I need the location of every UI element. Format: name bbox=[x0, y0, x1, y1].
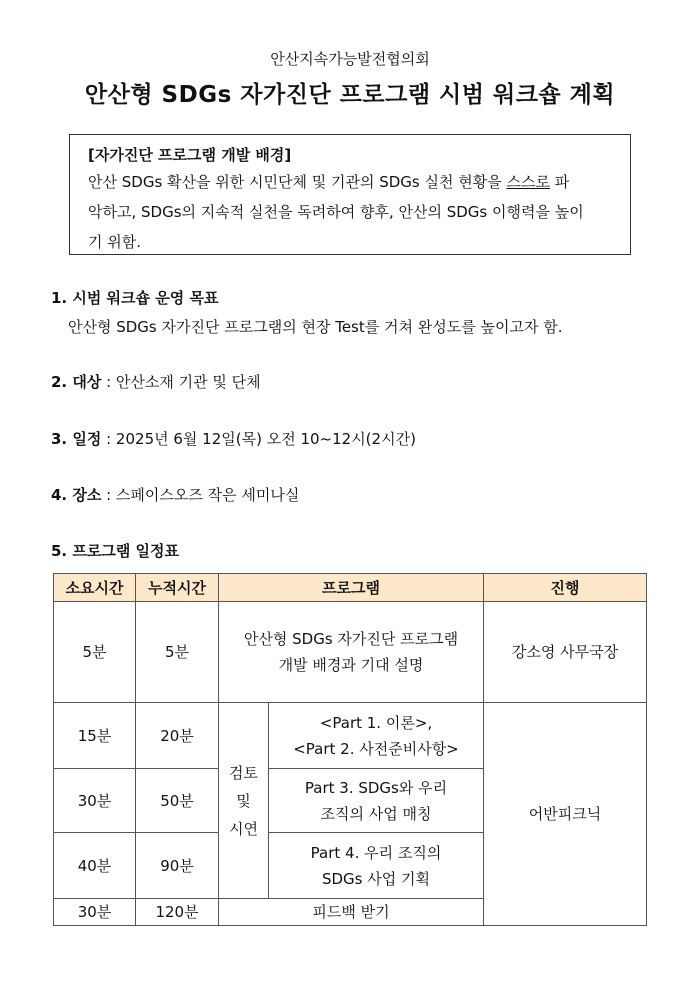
table-row bbox=[54, 703, 647, 769]
group-label-line2: 및 bbox=[236, 791, 251, 810]
organization-name: 안산지속가능발전협의회 bbox=[270, 50, 430, 68]
row4-program-line2: SDGs 사업 기획 bbox=[321, 869, 430, 888]
row1-program-line2: 개발 배경과 기대 설명 bbox=[278, 656, 424, 674]
table-row bbox=[54, 602, 647, 703]
section-4-label: 4. 장소 bbox=[51, 486, 102, 504]
row2-cumulative: 20분 bbox=[136, 703, 219, 769]
background-heading: [자가진단 프로그램 개발 배경] bbox=[88, 146, 292, 164]
header-host: 진행 bbox=[484, 574, 647, 602]
section-4-value: : 스페이스오즈 작은 세미나실 bbox=[101, 486, 300, 504]
section-2-label: 2. 대상 bbox=[51, 373, 102, 391]
background-line-3: 기 위함. bbox=[88, 233, 142, 251]
background-text bbox=[88, 167, 612, 257]
section-3 bbox=[51, 429, 416, 449]
section-5-title: 5. 프로그램 일정표 bbox=[51, 542, 180, 560]
document-title: 안산형 SDGs 자가진단 프로그램 시범 워크숍 계획 bbox=[84, 82, 616, 108]
group-label bbox=[219, 703, 269, 899]
row1-cumulative: 5분 bbox=[136, 602, 219, 703]
row4-program bbox=[269, 833, 484, 899]
row2-program bbox=[269, 703, 484, 769]
header-duration: 소요시간 bbox=[54, 574, 136, 602]
row3-program-line1: Part 3. SDGs와 우리 bbox=[304, 778, 448, 797]
row1-program bbox=[219, 602, 484, 703]
row3-program bbox=[269, 769, 484, 833]
table-header-row bbox=[54, 574, 647, 602]
group-label-line3: 시연 bbox=[229, 819, 258, 838]
host-urban-picnic: 어반피크닉 bbox=[484, 703, 647, 926]
row1-program-line1: 안산형 SDGs 자가진단 프로그램 bbox=[243, 630, 459, 648]
background-line-1a: 안산 SDGs 확산을 위한 시민단체 및 기관의 SDGs 실천 현황을 bbox=[88, 173, 507, 191]
section-1-title: 1. 시범 워크숍 운영 목표 bbox=[51, 289, 219, 307]
section-4 bbox=[51, 485, 299, 505]
section-2-value: : 안산소재 기관 및 단체 bbox=[101, 373, 261, 391]
section-3-label: 3. 일정 bbox=[51, 430, 102, 448]
row5-duration: 30분 bbox=[54, 899, 136, 926]
background-underlined-word: 스스로 bbox=[506, 173, 550, 191]
row4-cumulative: 90분 bbox=[136, 833, 219, 899]
header-program: 프로그램 bbox=[219, 574, 484, 602]
row1-host: 강소영 사무국장 bbox=[484, 602, 647, 703]
row2-program-line1: <Part 1. 이론>, bbox=[319, 713, 433, 732]
header-cumulative: 누적시간 bbox=[136, 574, 219, 602]
row2-duration: 15분 bbox=[54, 703, 136, 769]
row3-duration: 30분 bbox=[54, 769, 136, 833]
row3-cumulative: 50분 bbox=[136, 769, 219, 833]
row2-program-line2: <Part 2. 사전준비사항> bbox=[293, 739, 459, 758]
row4-program-line1: Part 4. 우리 조직의 bbox=[310, 843, 442, 862]
section-3-value: : 2025년 6월 12일(목) 오전 10~12시(2시간) bbox=[101, 430, 416, 448]
row3-program-line2: 조직의 사업 매칭 bbox=[320, 804, 432, 823]
row5-program: 피드백 받기 bbox=[219, 899, 484, 926]
section-1-text: 안산형 SDGs 자가진단 프로그램의 현장 Test를 거쳐 완성도를 높이고자 함. bbox=[68, 318, 563, 336]
group-label-line1: 검토 bbox=[229, 763, 258, 782]
background-line-2: 악하고, SDGs의 지속적 실천을 독려하여 향후, 안산의 SDGs 이행력을 높이 bbox=[88, 203, 584, 221]
schedule-table bbox=[53, 573, 647, 926]
row4-duration: 40분 bbox=[54, 833, 136, 899]
background-line-1 bbox=[88, 167, 612, 197]
row1-duration: 5분 bbox=[54, 602, 136, 703]
background-line-1b: 파 bbox=[550, 173, 570, 191]
row5-cumulative: 120분 bbox=[136, 899, 219, 926]
background-box bbox=[69, 134, 631, 255]
section-2 bbox=[51, 372, 261, 392]
